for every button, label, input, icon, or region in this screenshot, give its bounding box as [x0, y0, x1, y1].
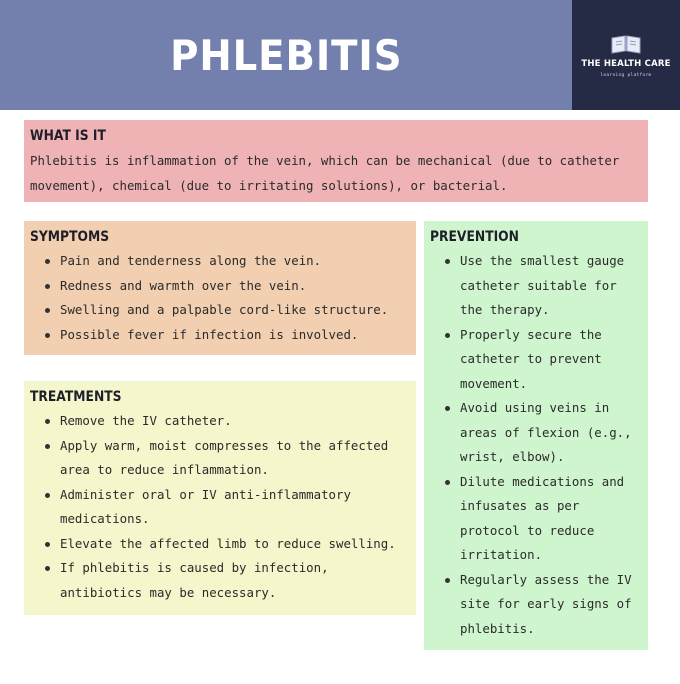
treatments-list	[30, 409, 406, 605]
list-item: If phlebitis is caused by infection, antibiotics may be necessary.	[30, 556, 406, 605]
list-item: Swelling and a palpable cord-like structure.	[30, 298, 406, 323]
brand-tagline: learning platform	[600, 72, 652, 78]
section-title: SYMPTOMS	[30, 229, 110, 245]
book-icon	[609, 33, 643, 55]
list-item: Dilute medications and infusates as per protocol to reduce irritation.	[430, 470, 638, 568]
list-item: Possible fever if infection is involved.	[30, 323, 406, 348]
title-banner	[0, 0, 572, 110]
list-item: Use the smallest gauge catheter suitable for the therapy.	[430, 249, 638, 323]
treatments-section	[24, 381, 416, 615]
symptoms-list	[30, 249, 406, 347]
list-item: Apply warm, moist compresses to the affected area to reduce inflammation.	[30, 434, 406, 483]
list-item: Elevate the affected limb to reduce swelling.	[30, 532, 406, 557]
section-title: PREVENTION	[430, 229, 519, 245]
symptoms-section	[24, 221, 416, 355]
list-item: Administer oral or IV anti-inflammatory medications.	[30, 483, 406, 532]
list-item: Remove the IV catheter.	[30, 409, 406, 434]
page-title: PHLEBITIS	[169, 30, 403, 80]
definition-text: Phlebitis is inflammation of the vein, which can be mechanical (due to catheter movement), chemical (due to irritating solutions), or bacterial.	[30, 153, 620, 193]
prevention-section	[424, 221, 648, 650]
list-item: Properly secure the catheter to prevent movement.	[430, 323, 638, 397]
list-item: Pain and tenderness along the vein.	[30, 249, 406, 274]
list-item: Regularly assess the IV site for early signs of phlebitis.	[430, 568, 638, 642]
list-item: Redness and warmth over the vein.	[30, 274, 406, 299]
section-title: TREATMENTS	[30, 389, 122, 405]
prevention-list	[430, 249, 638, 641]
list-item: Avoid using veins in areas of flexion (e.g., wrist, elbow).	[430, 396, 638, 470]
what-is-it-section	[24, 120, 648, 202]
section-title: WHAT IS IT	[30, 128, 106, 144]
brand-logo	[572, 0, 680, 110]
brand-name: THE HEALTH CARE	[581, 58, 671, 69]
